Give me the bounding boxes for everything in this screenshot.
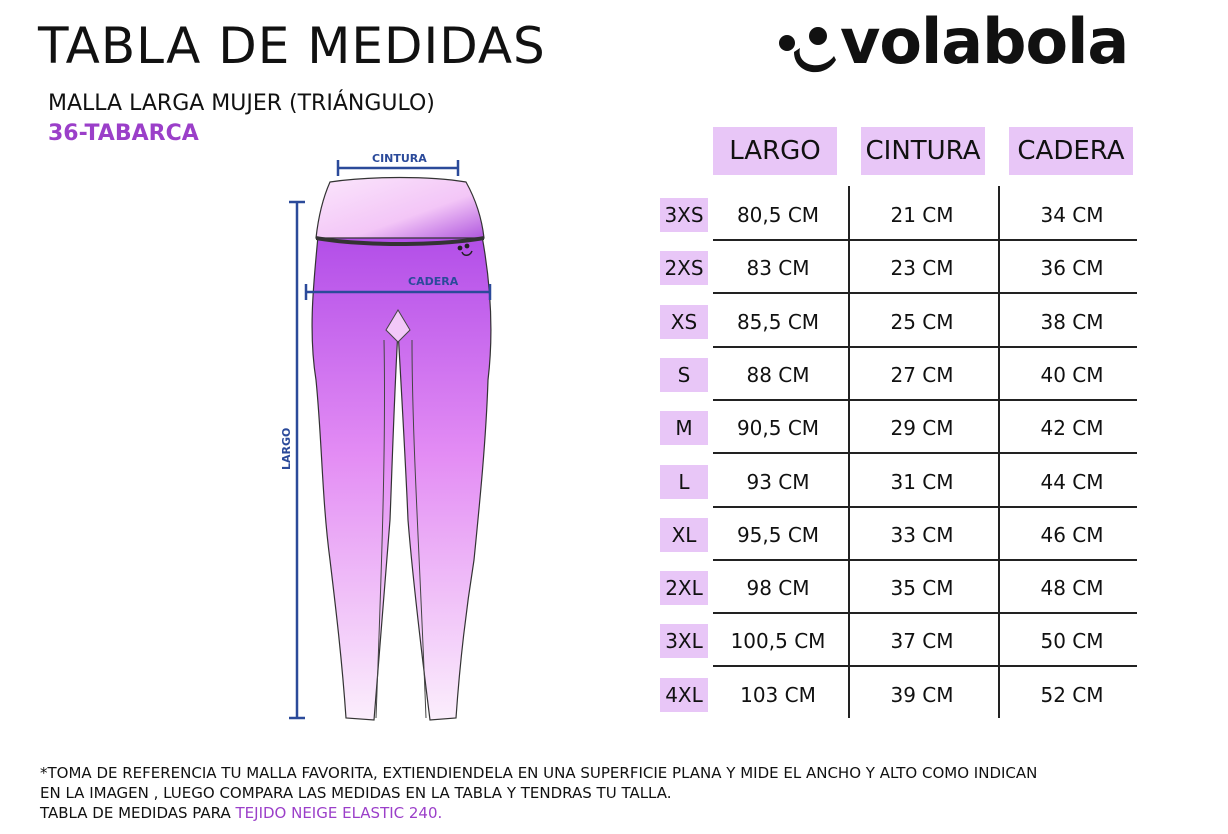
size-label: S [660, 358, 708, 392]
cell-cadera: 52 CM [1040, 683, 1104, 707]
size-label: XS [660, 305, 708, 339]
cell-cintura: 39 CM [890, 683, 954, 707]
size-label: 2XS [660, 251, 708, 285]
cell-largo: 98 CM [746, 576, 810, 600]
cell-largo: 80,5 CM [736, 203, 820, 227]
row-divider [713, 665, 1137, 667]
waist-label: CINTURA [372, 152, 427, 165]
page-title: TABLA DE MEDIDAS [38, 17, 546, 75]
column-header-cadera [1009, 127, 1133, 175]
fabric-name: TEJIDO NEIGE ELASTIC 240. [235, 804, 443, 822]
column-header-largo [713, 127, 837, 175]
brand-symbol-icon [778, 26, 838, 76]
note-line: EN LA IMAGEN , LUEGO COMPARA LAS MEDIDAS EN LA TABLA Y TENDRAS TU TALLA. [40, 784, 672, 802]
row-divider [713, 399, 1137, 401]
brand-wordmark: volabola [840, 5, 1129, 78]
note-line: *TOMA DE REFERENCIA TU MALLA FAVORITA, EXTIENDIENDELA EN UNA SUPERFICIE PLANA Y MIDE EL ANCHO Y ALTO COMO INDICAN [40, 764, 1038, 782]
cell-largo: 85,5 CM [736, 310, 820, 334]
column-header-label: LARGO [713, 127, 837, 175]
cell-cadera: 46 CM [1040, 523, 1104, 547]
size-label: 4XL [660, 678, 708, 712]
cell-cadera: 38 CM [1040, 310, 1104, 334]
cell-cadera: 40 CM [1040, 363, 1104, 387]
length-label: LARGO [280, 427, 293, 470]
legging-diagram [270, 140, 510, 740]
cell-largo: 100,5 CM [730, 629, 826, 653]
cell-cintura: 37 CM [890, 629, 954, 653]
row-divider [713, 612, 1137, 614]
column-header-label: CINTURA [861, 127, 985, 175]
row-divider [713, 346, 1137, 348]
row-divider [713, 239, 1137, 241]
cell-cintura: 21 CM [890, 203, 954, 227]
row-divider [713, 452, 1137, 454]
size-label: 2XL [660, 571, 708, 605]
row-divider [713, 559, 1137, 561]
cell-largo: 88 CM [746, 363, 810, 387]
cell-largo: 83 CM [746, 256, 810, 280]
brand-logo [778, 5, 1148, 88]
cell-cintura: 35 CM [890, 576, 954, 600]
legging-body [312, 236, 491, 720]
measurement-note [40, 763, 1210, 823]
size-label: 3XL [660, 624, 708, 658]
cell-cadera: 34 CM [1040, 203, 1104, 227]
size-label: XL [660, 518, 708, 552]
cell-largo: 93 CM [746, 470, 810, 494]
cell-cintura: 23 CM [890, 256, 954, 280]
row-divider [713, 292, 1137, 294]
cell-cadera: 50 CM [1040, 629, 1104, 653]
cell-largo: 95,5 CM [736, 523, 820, 547]
cell-largo: 90,5 CM [736, 416, 820, 440]
size-label: 3XS [660, 198, 708, 232]
cell-cadera: 44 CM [1040, 470, 1104, 494]
note-line [40, 803, 1210, 823]
row-divider [713, 506, 1137, 508]
cell-cintura: 31 CM [890, 470, 954, 494]
cell-cintura: 27 CM [890, 363, 954, 387]
cell-largo: 103 CM [740, 683, 816, 707]
hip-label: CADERA [408, 275, 459, 288]
cell-cadera: 36 CM [1040, 256, 1104, 280]
model-name: 36-TABARCA [48, 121, 199, 146]
cell-cintura: 29 CM [890, 416, 954, 440]
cell-cintura: 33 CM [890, 523, 954, 547]
column-header-label: CADERA [1009, 127, 1133, 175]
cell-cintura: 25 CM [890, 310, 954, 334]
cell-cadera: 42 CM [1040, 416, 1104, 440]
product-subtitle: MALLA LARGA MUJER (TRIÁNGULO) [48, 91, 435, 116]
cell-cadera: 48 CM [1040, 576, 1104, 600]
note-prefix: TABLA DE MEDIDAS PARA [40, 804, 236, 822]
size-label: L [660, 465, 708, 499]
column-header-cintura [861, 127, 985, 175]
legging-waistband [316, 178, 484, 239]
size-label: M [660, 411, 708, 445]
